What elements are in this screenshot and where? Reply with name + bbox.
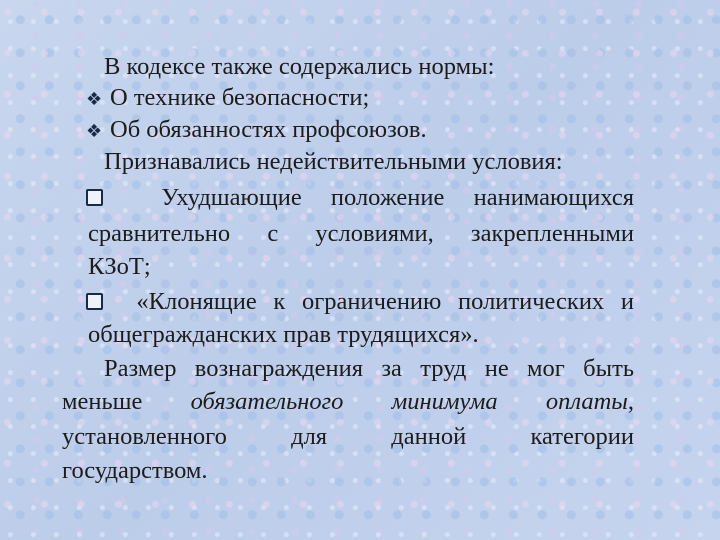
pay-line xyxy=(62,387,634,417)
pay-line: государством. xyxy=(62,457,208,484)
condition-line xyxy=(86,287,634,317)
invalid-heading: Признавались недействительными условия: xyxy=(104,148,563,175)
norm-text: О технике безопасности; xyxy=(110,84,370,111)
checkbox-square-icon xyxy=(86,293,103,310)
pay-text: , xyxy=(627,388,635,415)
pay-line: установленного для данной категории xyxy=(62,423,634,450)
norm-item xyxy=(86,83,369,115)
diamond-bullet-icon: ❖ xyxy=(86,121,103,142)
condition-line: сравнительно с условиями, закрепленными xyxy=(88,220,634,247)
condition-line: общегражданских прав трудящихся». xyxy=(88,321,479,348)
condition-line xyxy=(86,183,634,213)
condition-line: КЗоТ; xyxy=(88,253,151,280)
condition-text: «Клонящие к ограничению политических и xyxy=(136,288,634,315)
pay-text: меньше xyxy=(62,388,143,415)
condition-text: Ухудшающие положение нанимающихся xyxy=(161,184,634,211)
checkbox-square-icon xyxy=(86,189,103,206)
pay-line: Размер вознаграждения за труд не мог быть xyxy=(104,355,634,382)
diamond-bullet-icon: ❖ xyxy=(86,89,103,110)
norm-text: Об обязанностях профсоюзов. xyxy=(110,116,427,143)
intro-text: В кодексе также содержались нормы: xyxy=(104,53,495,80)
norm-item xyxy=(86,115,427,147)
pay-italic-text: обязательного минимума оплаты xyxy=(190,388,628,415)
